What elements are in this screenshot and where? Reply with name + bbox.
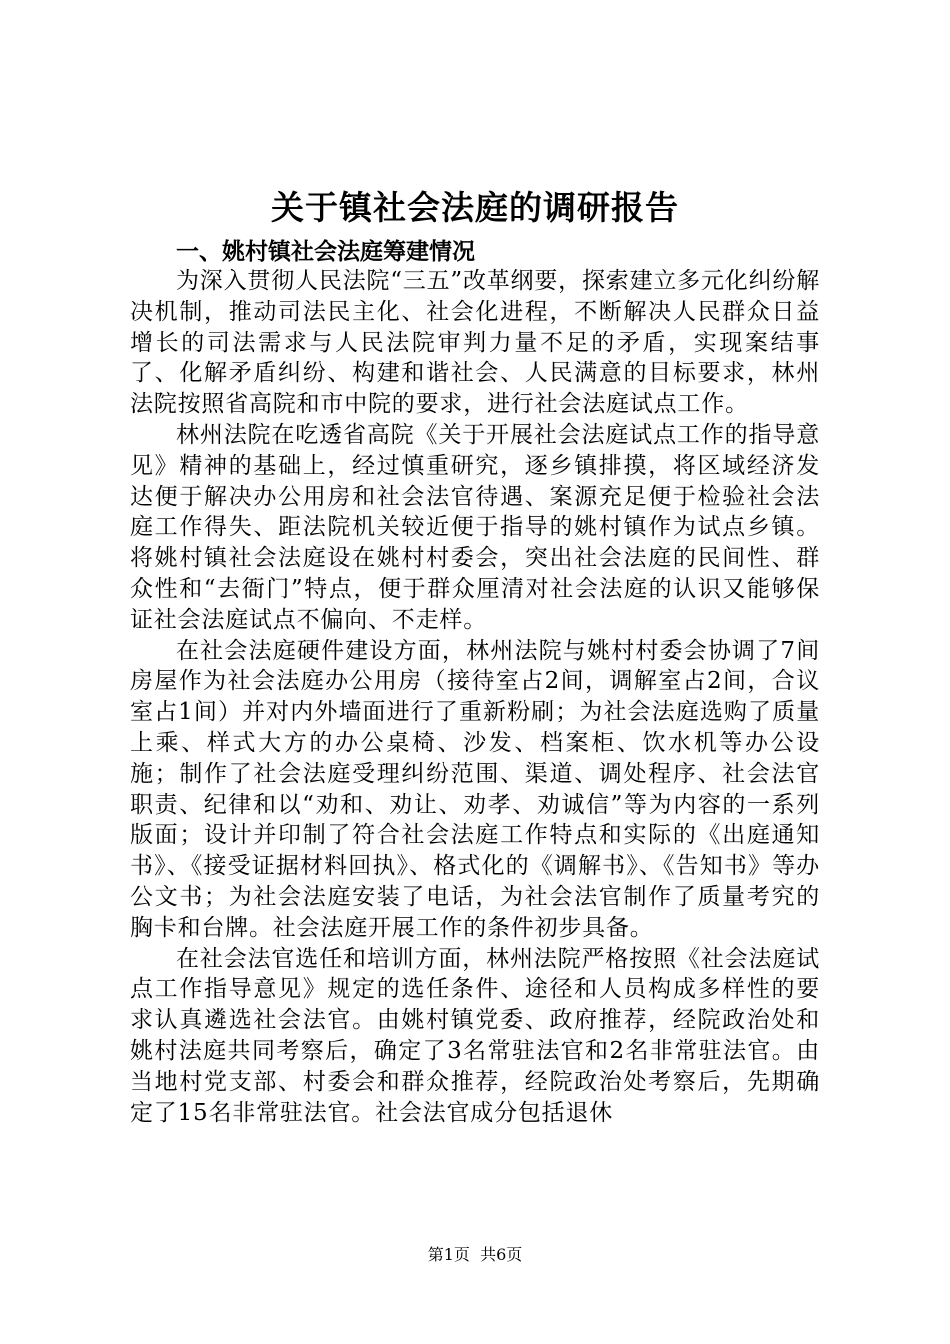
paragraph-1: 为深入贯彻人民法院“三五”改革纲要，探索建立多元化纠纷解决机制，推动司法民主化、社会化进程，不断解决人民群众日益增长的司法需求与人民法院审判力量不足的矛盾，实现案结事了、化解矛盾纠纷、构建和谐社会、人民满意的目标要求，林州法院按照省高院和市中院的要求，进行社会法庭试点工作。 — [130, 268, 820, 418]
paragraph-4: 在社会法官选任和培训方面，林州法院严格按照《社会法庭试点工作指导意见》规定的选任条件、途径和人员构成多样性的要求认真遴选社会法官。由姚村镇党委、政府推荐，经院政治处和姚村法庭共同考察后，确定了3名常驻法官和2名非常驻法官。由当地村党支部、村委会和群众推荐，经院政治处考察后，先期确定了15名非常驻法官。社会法官成分包括退休 — [130, 945, 820, 1126]
section-heading: 一、姚村镇社会法庭筹建情况 — [176, 238, 475, 265]
page-footer: 第1页 共6页 — [427, 1245, 523, 1264]
paragraph-3: 在社会法庭硬件建设方面，林州法院与姚村村委会协调了7间房屋作为社会法庭办公用房（接待室占2间，调解室占2间，合议室占1间）并对内外墙面进行了重新粉刷；为社会法庭选购了质量上乘、样式大方的办公桌椅、沙发、档案柜、饮水机等办公设施；制作了社会法庭受理纠纷范围、渠道、调处程序、社会法官职责、纪律和以“劝和、劝让、劝孝、劝诚信”等为内容的一系列版面；设计并印制了符合社会法庭工作特点和实际的《出庭通知书》、《接受证据材料回执》、格式化的《调解书》、《告知书》等办公文书；为社会法庭安装了电话，为社会法官制作了质量考究的胸卡和台牌。社会法庭开展工作的条件初步具备。 — [130, 637, 820, 941]
document-title: 关于镇社会法庭的调研报告 — [271, 188, 679, 227]
document-body — [130, 266, 820, 1128]
paragraph-2: 林州法院在吃透省高院《关于开展社会法庭试点工作的指导意见》精神的基础上，经过慎重研究，逐乡镇排摸，将区域经济发达便于解决办公用房和社会法官待遇、案源充足便于检验社会法庭工作得失、距法院机关较近便于指导的姚村镇作为试点乡镇。将姚村镇社会法庭设在姚村村委会，突出社会法庭的民间性、群众性和“去衙门”特点，便于群众厘清对社会法庭的认识又能够保证社会法庭试点不偏向、不走样。 — [130, 421, 820, 633]
